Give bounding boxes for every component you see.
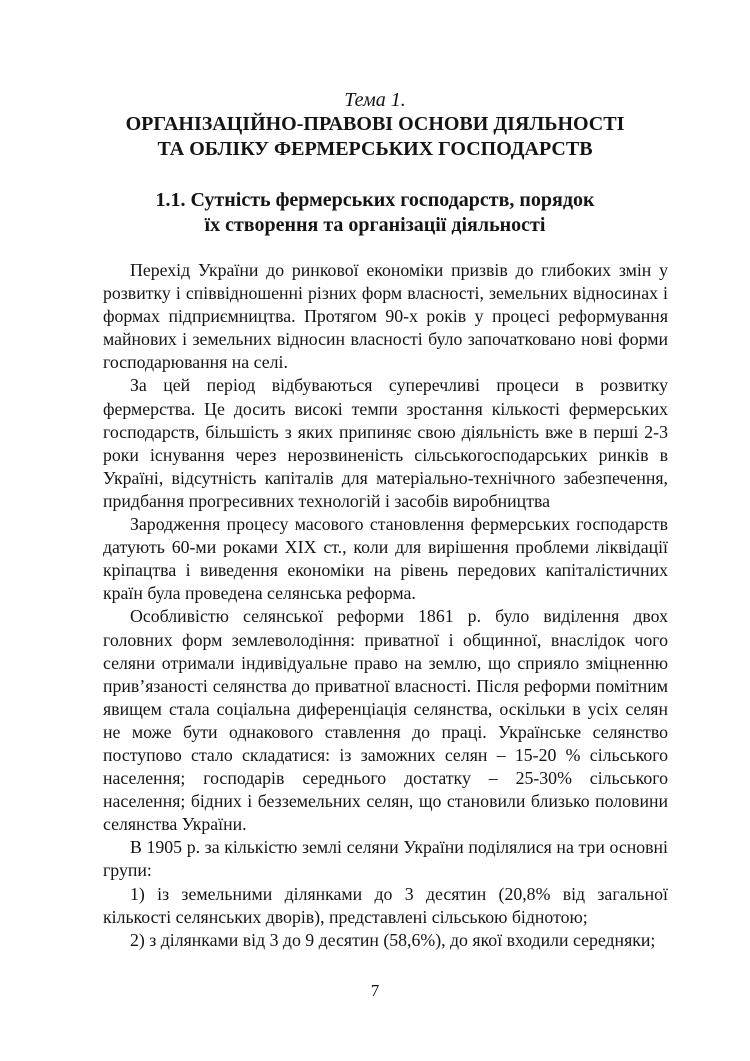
body-text [103, 259, 668, 952]
section-title-line-2: їх створення та організації діяльності [204, 214, 546, 236]
chapter-title-line-2: ТА ОБЛІКУ ФЕРМЕРСЬКИХ ГОСПОДАРСТВ [157, 138, 593, 160]
chapter-title [90, 112, 660, 162]
list-item: 1) із земельними ділянками до 3 десятин (20,8% від загальної кількості селянських дворів), представлені сільською біднотою; [103, 883, 668, 927]
paragraph: В 1905 р. за кількістю землі селяни України поділялися на три основні групи: [103, 837, 668, 881]
topic-label: Тема 1. [344, 89, 406, 111]
chapter-title-line-1: ОРГАНІЗАЦІЙНО-ПРАВОВІ ОСНОВИ ДІЯЛЬНОСТІ [125, 113, 625, 135]
paragraph: Перехід України до ринкової економіки призвів до глибоких змін у розвитку і співвідношенні різних форм власності, земельних відносинах і формах підприємництва. Протягом 90-х років у процесі реформування майнових і земельних відносин власності було започатковано нові форми господарювання на селі. [103, 260, 668, 373]
section-title [100, 188, 650, 238]
paragraph: За цей період відбуваються суперечливі процеси в розвитку фермерства. Це досить високі темпи зростання кількості фермерських господарств, більшість з яких припиняє свою діяльність вже в перші 2-3 роки існування через нерозвиненість сільськогосподарських ринків в Україні, відсутність капіталів для матеріально-технічного забезпечення, придбання прогресивних технологій і засобів виробництва [103, 375, 668, 511]
paragraph: Особливістю селянської реформи 1861 р. було виділення двох головних форм землеволодіння: приватної і общинної, внаслідок чого селяни отримали індивідуальне право на землю, що сприяло зміцненню прив’язаності селянства до приватної власності. Після реформи помітним явищем стала соціальна диференціація селянства, оскільки в усіх селян не може бути однакового ставлення до праці. Українське селянство поступово стало складатися: із заможних селян – 15-20 % сільського населення; господарів середнього достатку – 25-30% сільського населення; бідних і безземельних селян, що становили близько половини селянства України. [103, 606, 668, 835]
paragraph: Зародження процесу масового становлення фермерських господарств датують 60-ми роками XIX ст., коли для вирішення проблеми ліквідації кріпацтва і виведення економіки на рівень передових капіталістичних країн була проведена селянська реформа. [103, 514, 668, 604]
section-title-line-1: 1.1. Сутність фермерських господарств, порядок [155, 189, 595, 211]
page-number: 7 [370, 981, 380, 1000]
list-item: 2) з ділянками від 3 до 9 десятин (58,6%), до якої входили середняки; [130, 929, 656, 950]
